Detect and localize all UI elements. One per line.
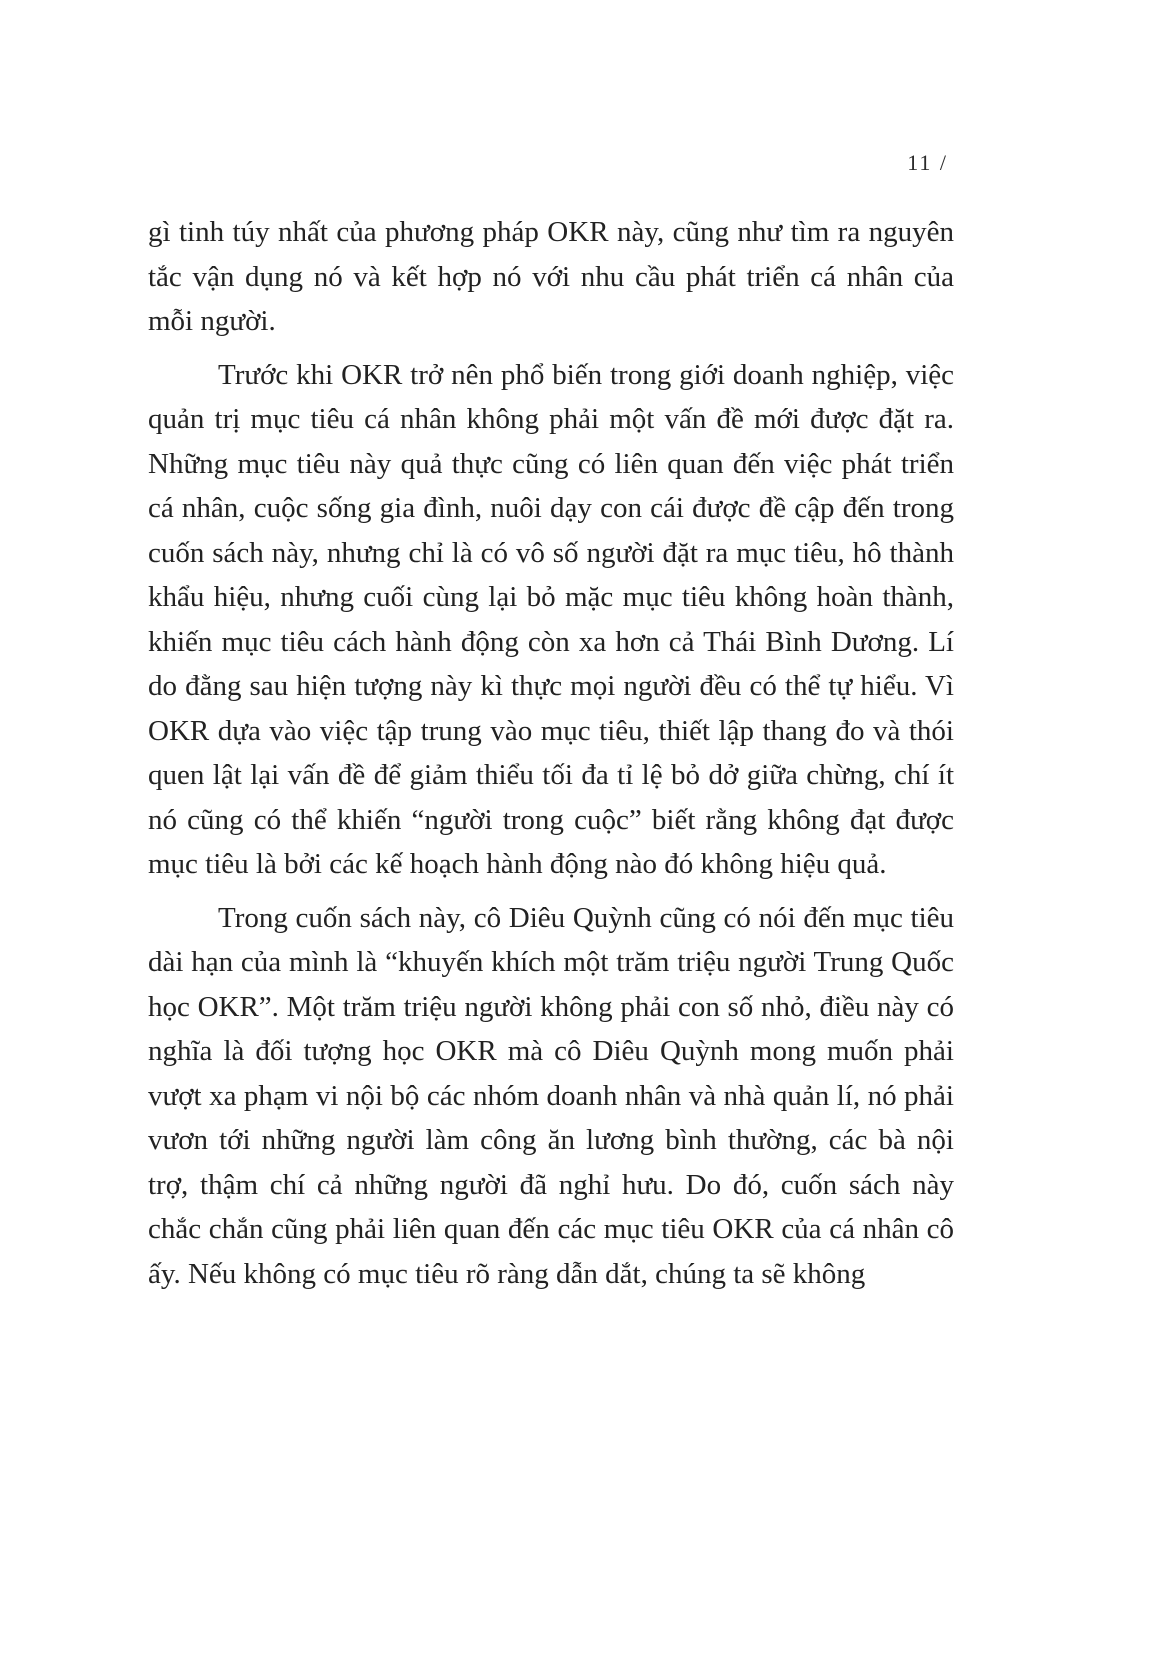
paragraph-continuation: gì tinh túy nhất của phương pháp OKR này, cũng như tìm ra nguyên tắc vận dụng nó và kết hợp nó với nhu cầu phát triển cá nhân của mỗi người.: [148, 216, 954, 337]
paragraph: Trong cuốn sách này, cô Diêu Quỳnh cũng có nói đến mục tiêu dài hạn của mình là “khuyến khích một trăm triệu người Trung Quốc học OKR”. Một trăm triệu người không phải con số nhỏ, điều này có nghĩa là đối tượng học OKR mà cô Diêu Quỳnh mong muốn phải vượt xa phạm vi nội bộ các nhóm doanh nhân và nhà quản lí, nó phải vươn tới những người làm công ăn lương bình thường, các bà nội trợ, thậm chí cả những người đã nghỉ hưu. Do đó, cuốn sách này chắc chắn cũng phải liên quan đến các mục tiêu OKR của cá nhân cô ấy. Nếu không có mục tiêu rõ ràng dẫn dắt, chúng ta sẽ không: [148, 901, 954, 1290]
page-number: 11 /: [907, 150, 948, 175]
paragraph: Trước khi OKR trở nên phổ biến trong giới doanh nghiệp, việc quản trị mục tiêu cá nhân không phải một vấn đề mới được đặt ra. Những mục tiêu này quả thực cũng có liên quan đến việc phát triển cá nhân, cuộc sống gia đình, nuôi dạy con cái được đề cập đến trong cuốn sách này, nhưng chỉ là có vô số người đặt ra mục tiêu, hô thành khẩu hiệu, nhưng cuối cùng lại bỏ mặc mục tiêu không hoàn thành, khiến mục tiêu cách hành động còn xa hơn cả Thái Bình Dương. Lí do đằng sau hiện tượng này kì thực mọi người đều có thể tự hiểu. Vì OKR dựa vào việc tập trung vào mục tiêu, thiết lập thang đo và thói quen lật lại vấn đề để giảm thiểu tối đa tỉ lệ bỏ dở giữa chừng, chí ít nó cũng có thể khiến “người trong cuộc” biết rằng không đạt được mục tiêu là bởi các kế hoạch hành động nào đó không hiệu quả.: [148, 358, 954, 880]
page-text-block: [148, 210, 954, 1305]
